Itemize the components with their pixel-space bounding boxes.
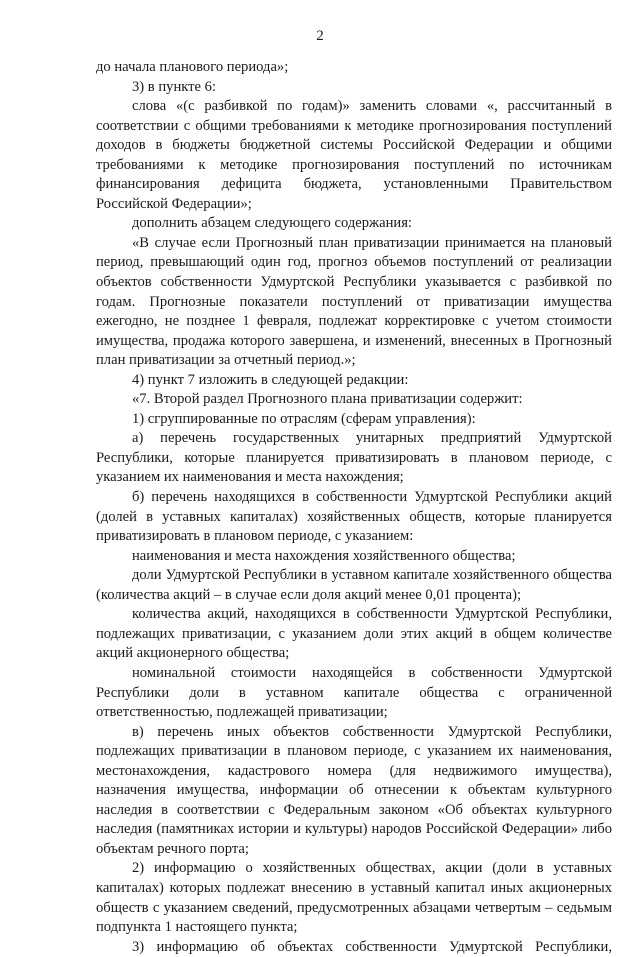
paragraph: номинальной стоимости находящейся в собственности Удмуртской Республики доли в уставном капитале общества с ограниченной ответственностью, подлежащей приватизации;: [96, 664, 612, 721]
paragraph: «7. Второй раздел Прогнозного плана приватизации содержит:: [132, 391, 523, 408]
paragraph: в) перечень иных объектов собственности Удмуртской Республики, подлежащих приватизации в плановом периоде, с указанием их наименования, местонахождения, кадастрового номера (для недвижимого имущества), назначения имущества, информации об отнесении к объектам культурного наследия в соответствии с Федеральным законом «Об объектах культурного наследия (памятниках истории и культуры) народов Российской Федерации» либо объектам речного порта;: [96, 723, 612, 857]
paragraph: количества акций, находящихся в собственности Удмуртской Республики, подлежащих приватизации, с указанием доли этих акций в общем количестве акций акционерного общества;: [96, 606, 612, 662]
paragraph: а) перечень государственных унитарных предприятий Удмуртской Республики, которые планируется приватизировать в плановом периоде, с указанием их наименования и места нахождения;: [96, 430, 612, 486]
paragraph: дополнить абзацем следующего содержания:: [132, 215, 412, 232]
paragraph: 4) пункт 7 изложить в следующей редакции:: [132, 371, 409, 388]
paragraph: «В случае если Прогнозный план приватизации принимается на плановый период, превышающий один год, прогноз объемов поступлений от реализации объектов собственности Удмуртской Республики указывается с разбивкой по годам. Прогнозные показатели поступлений от приватизации имущества ежегодно, не позднее 1 февраля, подлежат корректировке с учетом стоимости имущества, продажа которого завершена, и изменений, внесенных в Прогнозный план приватизации за отчетный период.»;: [96, 234, 612, 369]
page-number: 2: [316, 28, 324, 44]
paragraph: 2) информацию о хозяйственных обществах, акции (доли в уставных капиталах) которых подлежат внесению в уставный капитал иных акционерных обществ с указанием сведений, предусмотренных абзацами четвертым – седьмым подпункта 1 настоящего пункта;: [96, 860, 612, 936]
document-body: [96, 58, 612, 957]
paragraph: 1) сгруппированные по отраслям (сферам управления):: [132, 410, 476, 427]
paragraph: наименования и места нахождения хозяйственного общества;: [132, 547, 516, 564]
paragraph: слова «(с разбивкой по годам)» заменить словами «, рассчитанный в соответствии с общими требованиями к методике прогнозирования поступлений доходов в бюджеты бюджетной системы Российской Федерации и общими требованиями к методике прогнозирования поступлений по источникам финансирования дефицита бюджета, установленными Правительством Российской Федерации»;: [96, 98, 612, 212]
paragraph: до начала планового периода»;: [96, 59, 289, 75]
paragraph: 3) в пункте 6:: [132, 78, 217, 95]
paragraph: 3) информацию об объектах собственности Удмуртской Республики,: [132, 938, 612, 955]
paragraph: б) перечень находящихся в собственности Удмуртской Республики акций (долей в уставных капиталах) хозяйственных обществ, которые планируется приватизировать в плановом периоде, с указанием:: [96, 489, 612, 545]
paragraph: доли Удмуртской Республики в уставном капитале хозяйственного общества (количества акций – в случае если доля акций менее 0,01 процента);: [96, 567, 612, 603]
